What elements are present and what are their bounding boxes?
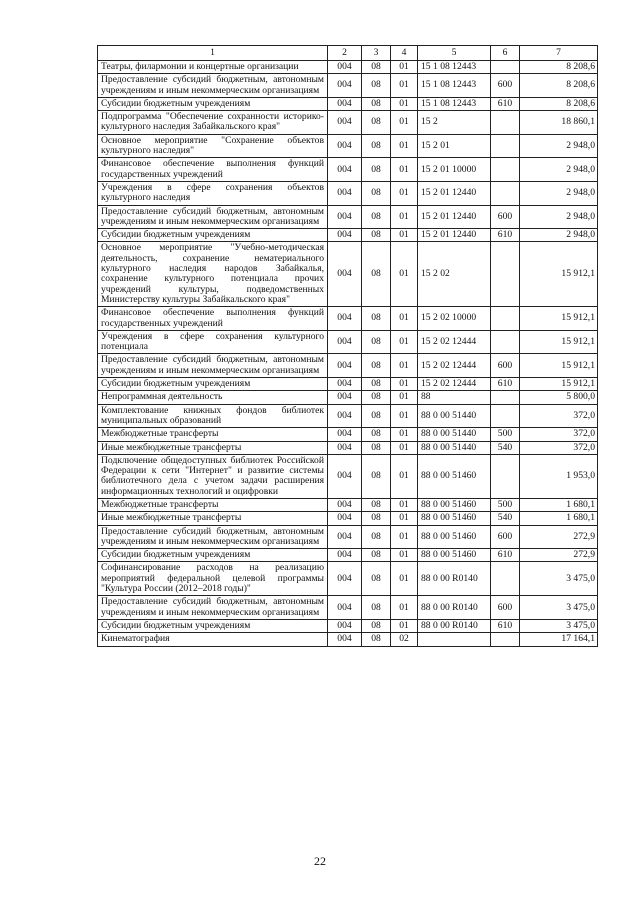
table-row <box>98 61 598 74</box>
section-code-cell: 08 <box>362 404 391 428</box>
row-name-cell: Субсидии бюджетным учреждениям <box>98 619 328 632</box>
target-article-cell: 88 0 00 51460 <box>418 498 491 511</box>
expense-type-cell: 540 <box>491 441 520 454</box>
ministry-code-cell: 004 <box>328 633 362 646</box>
section-code-cell: 08 <box>362 205 391 229</box>
subsection-code-cell: 01 <box>391 158 418 182</box>
target-article-cell: 15 2 01 12440 <box>418 229 491 242</box>
expense-type-cell <box>491 61 520 74</box>
target-article-cell: 15 2 01 <box>418 134 491 158</box>
section-code-cell: 08 <box>362 549 391 562</box>
target-article-cell: 88 0 00 51440 <box>418 441 491 454</box>
amount-cell: 2 948,0 <box>520 205 598 229</box>
amount-cell: 15 912,1 <box>520 354 598 378</box>
ministry-code-cell: 004 <box>328 181 362 205</box>
table-row <box>98 330 598 354</box>
target-article-cell: 15 2 02 12444 <box>418 378 491 391</box>
target-article-cell: 15 2 <box>418 111 491 135</box>
target-article-cell: 88 <box>418 391 491 404</box>
subsection-code-cell: 01 <box>391 354 418 378</box>
expense-type-cell <box>491 330 520 354</box>
expense-type-cell <box>491 181 520 205</box>
subsection-code-cell: 01 <box>391 205 418 229</box>
row-name-cell: Комплектование книжных фондов библиотек муниципальных образований <box>98 404 328 428</box>
row-name-cell: Предоставление субсидий бюджетным, автономным учреждениям и иным некоммерческим организациям <box>98 525 328 549</box>
row-name-cell: Финансовое обеспечение выполнения функций государственных учреждений <box>98 158 328 182</box>
section-code-cell: 08 <box>362 428 391 441</box>
subsection-code-cell: 01 <box>391 549 418 562</box>
subsection-code-cell: 01 <box>391 242 418 307</box>
row-name-cell: Предоставление субсидий бюджетным, автономным учреждениям и иным некоммерческим организациям <box>98 354 328 378</box>
ministry-code-cell: 004 <box>328 111 362 135</box>
section-code-cell: 08 <box>362 61 391 74</box>
section-code-cell: 08 <box>362 378 391 391</box>
table-row <box>98 512 598 525</box>
target-article-cell: 88 0 00 R0140 <box>418 596 491 620</box>
row-name-cell: Непрограммная деятельность <box>98 391 328 404</box>
ministry-code-cell: 004 <box>328 205 362 229</box>
amount-cell: 17 164,1 <box>520 633 598 646</box>
subsection-code-cell: 01 <box>391 391 418 404</box>
row-name-cell: Межбюджетные трансферты <box>98 428 328 441</box>
row-name-cell: Предоставление субсидий бюджетным, автономным учреждениям и иным некоммерческим организациям <box>98 74 328 98</box>
row-name-cell: Софинансирование расходов на реализацию мероприятий федеральной целевой программы "Культура России (2012–2018 годы)" <box>98 562 328 596</box>
target-article-cell: 15 2 02 10000 <box>418 307 491 331</box>
expense-type-cell: 600 <box>491 596 520 620</box>
amount-cell: 1 953,0 <box>520 454 598 498</box>
ministry-code-cell: 004 <box>328 134 362 158</box>
section-code-cell: 08 <box>362 111 391 135</box>
subsection-code-cell: 01 <box>391 596 418 620</box>
section-code-cell: 08 <box>362 134 391 158</box>
target-article-cell: 88 0 00 R0140 <box>418 562 491 596</box>
table-row <box>98 596 598 620</box>
row-name-cell: Предоставление субсидий бюджетным, автономным учреждениям и иным некоммерческим организациям <box>98 596 328 620</box>
subsection-code-cell: 01 <box>391 525 418 549</box>
table-row <box>98 441 598 454</box>
column-header: 2 <box>328 46 362 61</box>
ministry-code-cell: 004 <box>328 525 362 549</box>
section-code-cell: 08 <box>362 454 391 498</box>
target-article-cell: 88 0 00 51460 <box>418 512 491 525</box>
table-row <box>98 97 598 110</box>
section-code-cell: 08 <box>362 596 391 620</box>
amount-cell: 15 912,1 <box>520 330 598 354</box>
table-row <box>98 229 598 242</box>
section-code-cell: 08 <box>362 158 391 182</box>
subsection-code-cell: 01 <box>391 229 418 242</box>
amount-cell: 2 948,0 <box>520 181 598 205</box>
row-name-cell: Субсидии бюджетным учреждениям <box>98 378 328 391</box>
budget-table <box>97 45 598 647</box>
expense-type-cell: 600 <box>491 525 520 549</box>
subsection-code-cell: 01 <box>391 97 418 110</box>
amount-cell: 15 912,1 <box>520 242 598 307</box>
target-article-cell: 15 1 08 12443 <box>418 61 491 74</box>
amount-cell: 272,9 <box>520 549 598 562</box>
amount-cell: 1 680,1 <box>520 512 598 525</box>
ministry-code-cell: 004 <box>328 549 362 562</box>
target-article-cell: 88 0 00 51440 <box>418 428 491 441</box>
row-name-cell: Учреждения в сфере сохранения объектов культурного наследия <box>98 181 328 205</box>
expense-type-cell: 610 <box>491 97 520 110</box>
subsection-code-cell: 01 <box>391 330 418 354</box>
ministry-code-cell: 004 <box>328 454 362 498</box>
row-name-cell: Предоставление субсидий бюджетным, автономным учреждениям и иным некоммерческим организациям <box>98 205 328 229</box>
ministry-code-cell: 004 <box>328 498 362 511</box>
section-code-cell: 08 <box>362 74 391 98</box>
section-code-cell: 08 <box>362 97 391 110</box>
amount-cell: 5 800,0 <box>520 391 598 404</box>
subsection-code-cell: 01 <box>391 74 418 98</box>
expense-type-cell <box>491 633 520 646</box>
target-article-cell: 15 1 08 12443 <box>418 97 491 110</box>
target-article-cell: 88 0 00 51460 <box>418 454 491 498</box>
target-article-cell <box>418 633 491 646</box>
amount-cell: 18 860,1 <box>520 111 598 135</box>
ministry-code-cell: 004 <box>328 354 362 378</box>
section-code-cell: 08 <box>362 391 391 404</box>
target-article-cell: 15 2 01 10000 <box>418 158 491 182</box>
expense-type-cell: 600 <box>491 205 520 229</box>
section-code-cell: 08 <box>362 498 391 511</box>
row-name-cell: Субсидии бюджетным учреждениям <box>98 549 328 562</box>
subsection-code-cell: 01 <box>391 619 418 632</box>
amount-cell: 8 208,6 <box>520 97 598 110</box>
row-name-cell: Подпрограмма "Обеспечение сохранности историко-культурного наследия Забайкальского края" <box>98 111 328 135</box>
section-code-cell: 08 <box>362 181 391 205</box>
expense-type-cell <box>491 454 520 498</box>
ministry-code-cell: 004 <box>328 74 362 98</box>
column-header: 4 <box>391 46 418 61</box>
expense-type-cell: 610 <box>491 549 520 562</box>
section-code-cell: 08 <box>362 619 391 632</box>
table-row <box>98 619 598 632</box>
expense-type-cell <box>491 158 520 182</box>
amount-cell: 15 912,1 <box>520 378 598 391</box>
table-row <box>98 181 598 205</box>
subsection-code-cell: 01 <box>391 428 418 441</box>
row-name-cell: Подключение общедоступных библиотек Российской Федерации к сети "Интернет" и развитие системы библиотечного дела с учетом задачи расширения информационных технологий и оцифровки <box>98 454 328 498</box>
target-article-cell: 88 0 00 51460 <box>418 525 491 549</box>
table-row <box>98 378 598 391</box>
expense-type-cell: 610 <box>491 378 520 391</box>
column-header: 1 <box>98 46 328 61</box>
row-name-cell: Межбюджетные трансферты <box>98 498 328 511</box>
table-row <box>98 428 598 441</box>
ministry-code-cell: 004 <box>328 619 362 632</box>
ministry-code-cell: 004 <box>328 229 362 242</box>
table-row <box>98 562 598 596</box>
amount-cell: 2 948,0 <box>520 134 598 158</box>
table-row <box>98 111 598 135</box>
subsection-code-cell: 01 <box>391 378 418 391</box>
table-row <box>98 633 598 646</box>
table-header-row <box>98 46 598 61</box>
row-name-cell: Основное мероприятие "Учебно-методическая деятельность, сохранение нематериального культурного наследия народов Забайкалья, сохранение культурного потенциала прочих учреждений культуры, подведомственных Министерству культуры Забайкальского края" <box>98 242 328 307</box>
subsection-code-cell: 01 <box>391 562 418 596</box>
target-article-cell: 88 0 00 51440 <box>418 404 491 428</box>
column-header: 6 <box>491 46 520 61</box>
ministry-code-cell: 004 <box>328 391 362 404</box>
ministry-code-cell: 004 <box>328 562 362 596</box>
table-row <box>98 134 598 158</box>
target-article-cell: 15 2 02 12444 <box>418 330 491 354</box>
expense-type-cell <box>491 404 520 428</box>
section-code-cell: 08 <box>362 330 391 354</box>
expense-type-cell <box>491 391 520 404</box>
expense-type-cell: 500 <box>491 498 520 511</box>
amount-cell: 272,9 <box>520 525 598 549</box>
ministry-code-cell: 004 <box>328 242 362 307</box>
expense-type-cell <box>491 307 520 331</box>
section-code-cell: 08 <box>362 307 391 331</box>
row-name-cell: Театры, филармонии и концертные организации <box>98 61 328 74</box>
subsection-code-cell: 01 <box>391 441 418 454</box>
subsection-code-cell: 01 <box>391 512 418 525</box>
amount-cell: 3 475,0 <box>520 619 598 632</box>
column-header: 5 <box>418 46 491 61</box>
table-row <box>98 498 598 511</box>
expense-type-cell <box>491 134 520 158</box>
expense-type-cell <box>491 242 520 307</box>
row-name-cell: Иные межбюджетные трансферты <box>98 512 328 525</box>
row-name-cell: Финансовое обеспечение выполнения функций государственных учреждений <box>98 307 328 331</box>
section-code-cell: 08 <box>362 525 391 549</box>
section-code-cell: 08 <box>362 242 391 307</box>
table-row <box>98 158 598 182</box>
subsection-code-cell: 01 <box>391 498 418 511</box>
amount-cell: 15 912,1 <box>520 307 598 331</box>
row-name-cell: Субсидии бюджетным учреждениям <box>98 97 328 110</box>
ministry-code-cell: 004 <box>328 428 362 441</box>
amount-cell: 372,0 <box>520 441 598 454</box>
amount-cell: 3 475,0 <box>520 562 598 596</box>
target-article-cell: 15 2 02 <box>418 242 491 307</box>
ministry-code-cell: 004 <box>328 158 362 182</box>
row-name-cell: Учреждения в сфере сохранения культурного потенциала <box>98 330 328 354</box>
table-row <box>98 525 598 549</box>
target-article-cell: 88 0 00 51460 <box>418 549 491 562</box>
expense-type-cell <box>491 562 520 596</box>
table-row <box>98 242 598 307</box>
target-article-cell: 15 2 01 12440 <box>418 181 491 205</box>
amount-cell: 2 948,0 <box>520 229 598 242</box>
section-code-cell: 08 <box>362 229 391 242</box>
expense-type-cell: 600 <box>491 354 520 378</box>
target-article-cell: 88 0 00 R0140 <box>418 619 491 632</box>
table-row <box>98 404 598 428</box>
table-row <box>98 391 598 404</box>
target-article-cell: 15 1 08 12443 <box>418 74 491 98</box>
ministry-code-cell: 004 <box>328 97 362 110</box>
ministry-code-cell: 004 <box>328 307 362 331</box>
table-row <box>98 307 598 331</box>
expense-type-cell <box>491 111 520 135</box>
column-header: 7 <box>520 46 598 61</box>
subsection-code-cell: 02 <box>391 633 418 646</box>
subsection-code-cell: 01 <box>391 454 418 498</box>
subsection-code-cell: 01 <box>391 111 418 135</box>
subsection-code-cell: 01 <box>391 404 418 428</box>
amount-cell: 2 948,0 <box>520 158 598 182</box>
subsection-code-cell: 01 <box>391 307 418 331</box>
section-code-cell: 08 <box>362 633 391 646</box>
expense-type-cell: 540 <box>491 512 520 525</box>
expense-type-cell: 610 <box>491 619 520 632</box>
ministry-code-cell: 004 <box>328 61 362 74</box>
target-article-cell: 15 2 02 12444 <box>418 354 491 378</box>
expense-type-cell: 610 <box>491 229 520 242</box>
amount-cell: 3 475,0 <box>520 596 598 620</box>
table-row <box>98 454 598 498</box>
target-article-cell: 15 2 01 12440 <box>418 205 491 229</box>
ministry-code-cell: 004 <box>328 378 362 391</box>
ministry-code-cell: 004 <box>328 512 362 525</box>
table-row <box>98 74 598 98</box>
row-name-cell: Кинематография <box>98 633 328 646</box>
table-row <box>98 549 598 562</box>
section-code-cell: 08 <box>362 512 391 525</box>
expense-type-cell: 500 <box>491 428 520 441</box>
row-name-cell: Субсидии бюджетным учреждениям <box>98 229 328 242</box>
table-row <box>98 205 598 229</box>
column-header: 3 <box>362 46 391 61</box>
subsection-code-cell: 01 <box>391 134 418 158</box>
amount-cell: 8 208,6 <box>520 74 598 98</box>
table-row <box>98 354 598 378</box>
amount-cell: 372,0 <box>520 404 598 428</box>
amount-cell: 8 208,6 <box>520 61 598 74</box>
amount-cell: 372,0 <box>520 428 598 441</box>
ministry-code-cell: 004 <box>328 404 362 428</box>
ministry-code-cell: 004 <box>328 441 362 454</box>
section-code-cell: 08 <box>362 441 391 454</box>
subsection-code-cell: 01 <box>391 181 418 205</box>
subsection-code-cell: 01 <box>391 61 418 74</box>
expense-type-cell: 600 <box>491 74 520 98</box>
ministry-code-cell: 004 <box>328 330 362 354</box>
section-code-cell: 08 <box>362 562 391 596</box>
ministry-code-cell: 004 <box>328 596 362 620</box>
amount-cell: 1 680,1 <box>520 498 598 511</box>
row-name-cell: Иные межбюджетные трансферты <box>98 441 328 454</box>
page-number: 22 <box>314 854 326 868</box>
section-code-cell: 08 <box>362 354 391 378</box>
row-name-cell: Основное мероприятие "Сохранение объектов культурного наследия" <box>98 134 328 158</box>
